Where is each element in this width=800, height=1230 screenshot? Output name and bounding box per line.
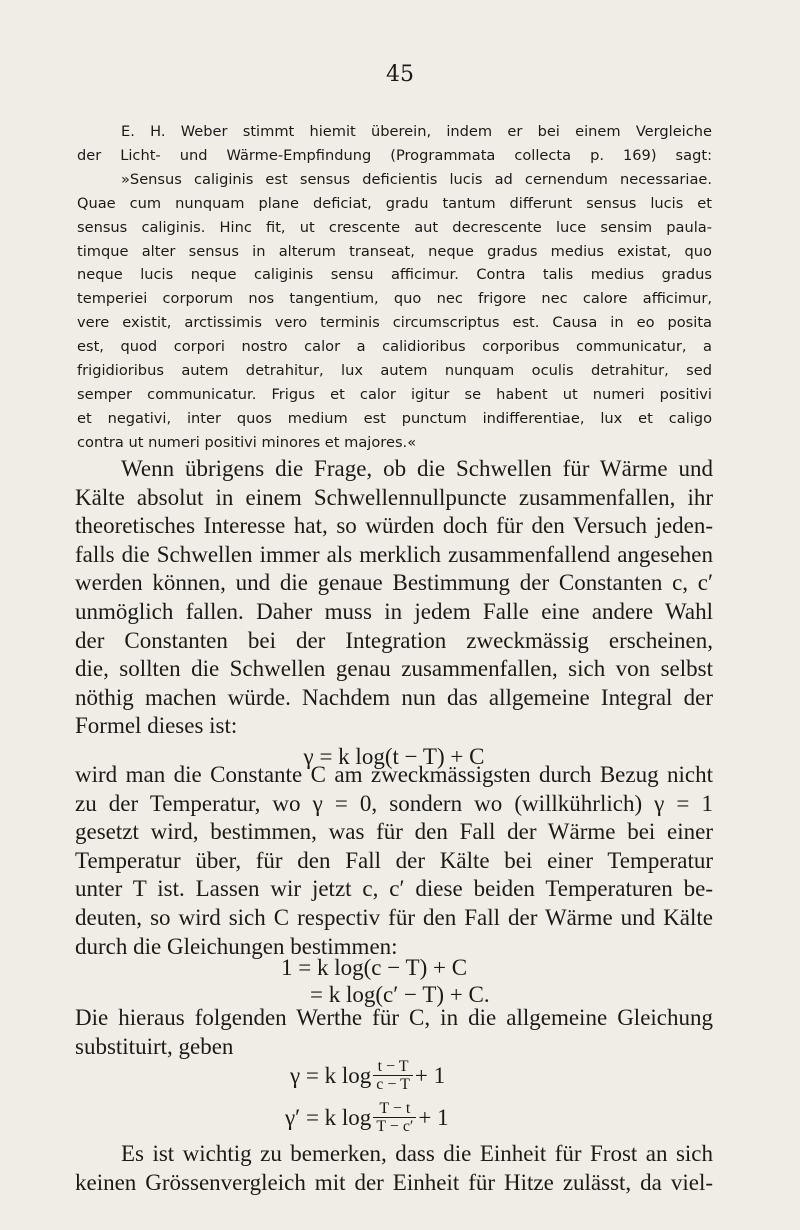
body-line: die, sollten die Schwellen genau zusammenfallen, sich von selbst bbox=[75, 656, 713, 682]
fraction bbox=[373, 1058, 413, 1093]
eq-lhs: γ′ = k log bbox=[285, 1104, 372, 1130]
eq-rhs: + 1 bbox=[418, 1104, 449, 1130]
quote-line: neque lucis neque caliginis sensu afficimur. Contra talis medius gradus bbox=[77, 266, 712, 284]
quote-line: et negativi, inter quos medium est punctum indifferentiae, lux et caligo bbox=[77, 409, 712, 427]
body-line: gesetzt wird, bestimmen, was für den Fall der Wärme bei einer bbox=[75, 819, 713, 845]
page-number: 45 bbox=[386, 62, 414, 87]
body-line: unmöglich fallen. Daher muss in jedem Falle eine andere Wahl bbox=[75, 598, 713, 624]
quote-line: temperiei corporum nos tangentium, quo nec frigore nec calore afficimur, bbox=[77, 290, 712, 308]
body-line: Die hieraus folgenden Werthe für C, in die allgemeine Gleichung bbox=[75, 1005, 713, 1030]
fraction bbox=[373, 1100, 416, 1135]
body-line: keinen Grössenvergleich mit der Einheit für Hitze zulässt, da viel- bbox=[75, 1169, 713, 1195]
paragraph-schwellen bbox=[75, 455, 713, 741]
body-line: falls die Schwellen immer als merklich zusammenfallend angesehen bbox=[75, 541, 713, 567]
body-line: zu der Temperatur, wo γ = 0, sondern wo (willkührlich) γ = 1 bbox=[75, 790, 713, 816]
equation-general-integral: γ = k log(t − T) + C bbox=[303, 744, 485, 769]
equation-constant-warm: 1 = k log(c − T) + C bbox=[281, 955, 468, 980]
equation-cold bbox=[285, 1100, 585, 1135]
body-line: deuten, so wird sich C respectiv für den Fall der Wärme und Kälte bbox=[75, 904, 713, 930]
body-line: Wenn übrigens die Frage, ob die Schwellen für Wärme und bbox=[121, 456, 713, 481]
eq-lhs: γ = k log bbox=[290, 1062, 372, 1088]
paragraph-substituirt bbox=[75, 1004, 713, 1061]
quote-line: Quae cum nunquam plane deficiat, gradu tantum differunt sensus lucis et bbox=[77, 194, 712, 212]
body-line: der Constanten bei der Integration zweckmässig erscheinen, bbox=[75, 627, 713, 653]
quote-line: est, quod corpori nostro calor a calidioribus corporibus communicatur, a bbox=[77, 338, 712, 356]
quote-line: E. H. Weber stimmt hiemit überein, indem er bei einem Vergleiche bbox=[121, 123, 712, 140]
paragraph-frost bbox=[75, 1140, 713, 1197]
body-line: Kälte absolut in einem Schwellennullpuncte zusammenfallen, ihr bbox=[75, 484, 713, 510]
quote-line: timque alter sensus in alterum transeat, neque gradus medius existat, quo bbox=[77, 242, 712, 260]
fraction-denominator: c − T bbox=[376, 1076, 410, 1093]
quote-line: »Sensus caliginis est sensus deficientis lucis ad cernendum necessariae. bbox=[121, 170, 712, 188]
fraction-denominator: T − c′ bbox=[376, 1118, 414, 1135]
body-line: werden können, und die genaue Bestimmung der Constanten c, c′ bbox=[75, 570, 713, 596]
body-line: Es ist wichtig zu bemerken, dass die Einheit für Frost an sich bbox=[121, 1141, 713, 1166]
quote-line: der Licht- und Wärme-Empfindung (Programmata collecta p. 169) sagt: bbox=[77, 146, 712, 164]
body-line: theoretisches Interesse hat, so würden doch für den Versuch jeden- bbox=[75, 513, 713, 539]
fraction-numerator: t − T bbox=[373, 1058, 413, 1076]
body-line: nöthig machen würde. Nachdem nun das allgemeine Integral der bbox=[75, 684, 713, 710]
weber-quote-block bbox=[77, 120, 712, 455]
equation-warmth bbox=[290, 1058, 590, 1093]
quote-line: sensus caliginis. Hinc fit, ut crescente aut decrescente luce sensim paula- bbox=[77, 218, 712, 236]
quote-line: frigidioribus autem detrahitur, lux autem nunquam oculis detrahitur, sed bbox=[77, 362, 712, 380]
eq-rhs: + 1 bbox=[414, 1062, 446, 1088]
equation-constant-cold: = k log(c′ − T) + C. bbox=[310, 982, 490, 1007]
quote-line: semper communicatur. Frigus et calor igitur se habent ut numeri positivi bbox=[77, 385, 712, 403]
body-line: durch die Gleichungen bestimmen: bbox=[75, 933, 398, 959]
body-line: substituirt, geben bbox=[75, 1033, 234, 1059]
body-line: unter T ist. Lassen wir jetzt c, c′ diese beiden Temperaturen be- bbox=[75, 876, 713, 902]
fraction-numerator: T − t bbox=[373, 1100, 416, 1118]
body-line: wird man die Constante C am zweckmässigsten durch Bezug nicht bbox=[75, 762, 713, 787]
body-line: Temperatur über, für den Fall der Kälte bei einer Temperatur bbox=[75, 847, 713, 873]
quote-line: vere existit, arctissimis vero terminis circumscriptus est. Causa in eo posita bbox=[77, 314, 712, 332]
quote-line: contra ut numeri positivi minores et majores.« bbox=[77, 433, 417, 451]
paragraph-constante bbox=[75, 761, 713, 961]
body-line: Formel dieses ist: bbox=[75, 713, 238, 739]
